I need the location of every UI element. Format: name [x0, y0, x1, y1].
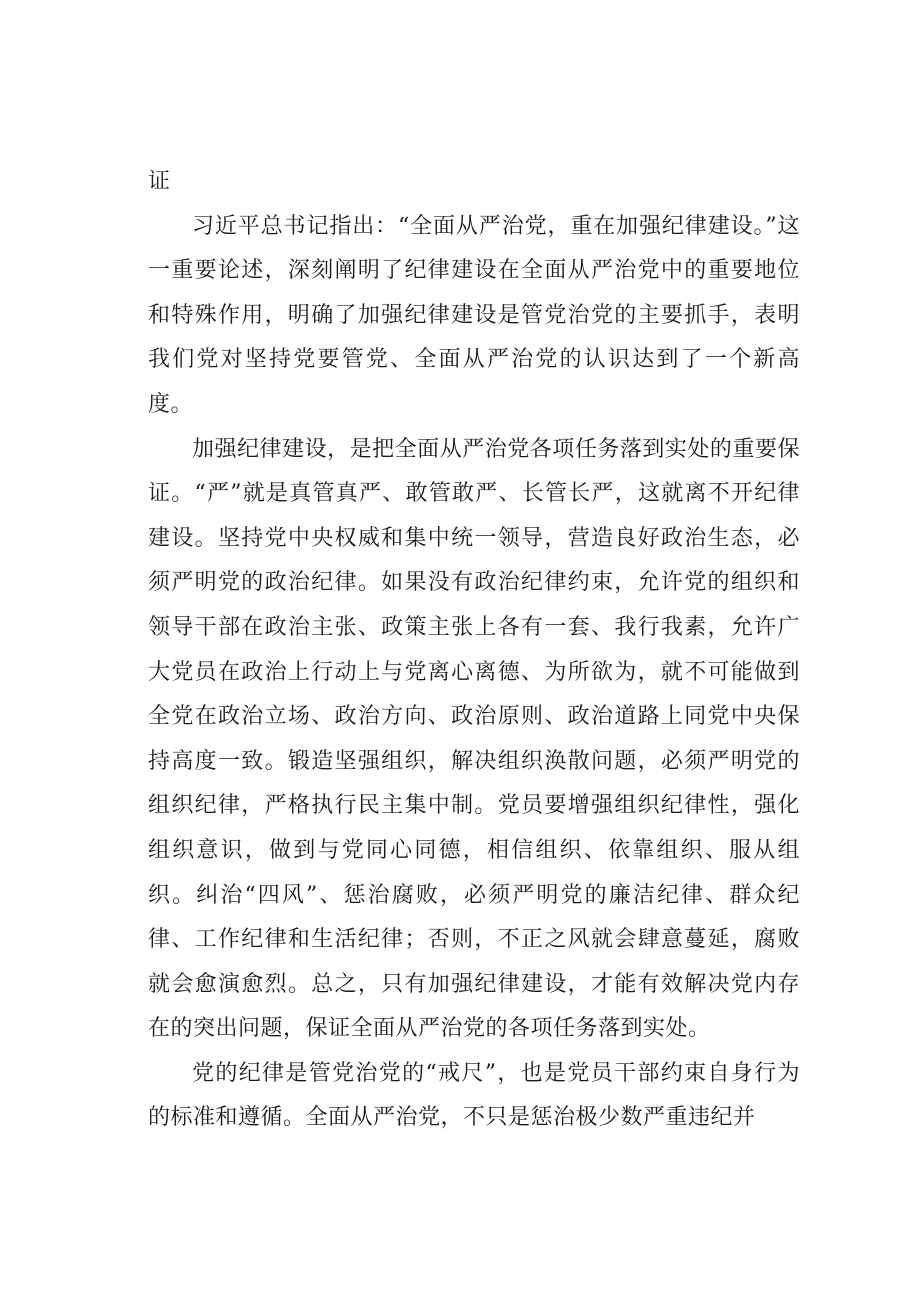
paragraph-3: 党的纪律是管党治党的“戒尺”，也是党员干部约束自身行为的标准和遵循。全面从严治党，不只是惩治极少数严重违纪并 [148, 1060, 800, 1131]
paragraph-2: 加强纪律建设，是把全面从严治党各项任务落到实处的重要保证。“严”就是真管真严、敢管敢严、长管长严，这就离不开纪律建设。坚持党中央权威和集中统一领导，营造良好政治生态，必须严明党的政治纪律。如果没有政治纪律约束，允许党的组织和领导干部在政治主张、政策主张上各有一套、我行我素，允许广大党员在政治上行动上与党离心离德、为所欲为，就不可能做到全党在政治立场、政治方向、政治原则、政治道路上同党中央保持高度一致。锻造坚强组织，解决组织涣散问题，必须严明党的组织纪律，严格执行民主集中制。党员要增强组织纪律性，强化组织意识，做到与党同心同德，相信组织、依靠组织、服从组织。纠治“四风”、惩治腐败，必须严明党的廉洁纪律、群众纪律、工作纪律和生活纪律；否则，不正之风就会肆意蔓延，腐败就会愈演愈烈。总之，只有加强纪律建设，才能有效解决党内存在的突出问题，保证全面从严治党的各项任务落到实处。 [148, 436, 800, 1042]
body-text [148, 160, 800, 1141]
paragraph-1: 习近平总书记指出：“全面从严治党，重在加强纪律建设。”这一重要论述，深刻阐明了纪律建设在全面从严治党中的重要地位和特殊作用，明确了加强纪律建设是管党治党的主要抓手，表明我们党对坚持党要管党、全面从严治党的认识达到了一个新高度。 [148, 213, 800, 417]
paragraph-continuation: 证 [148, 169, 171, 194]
